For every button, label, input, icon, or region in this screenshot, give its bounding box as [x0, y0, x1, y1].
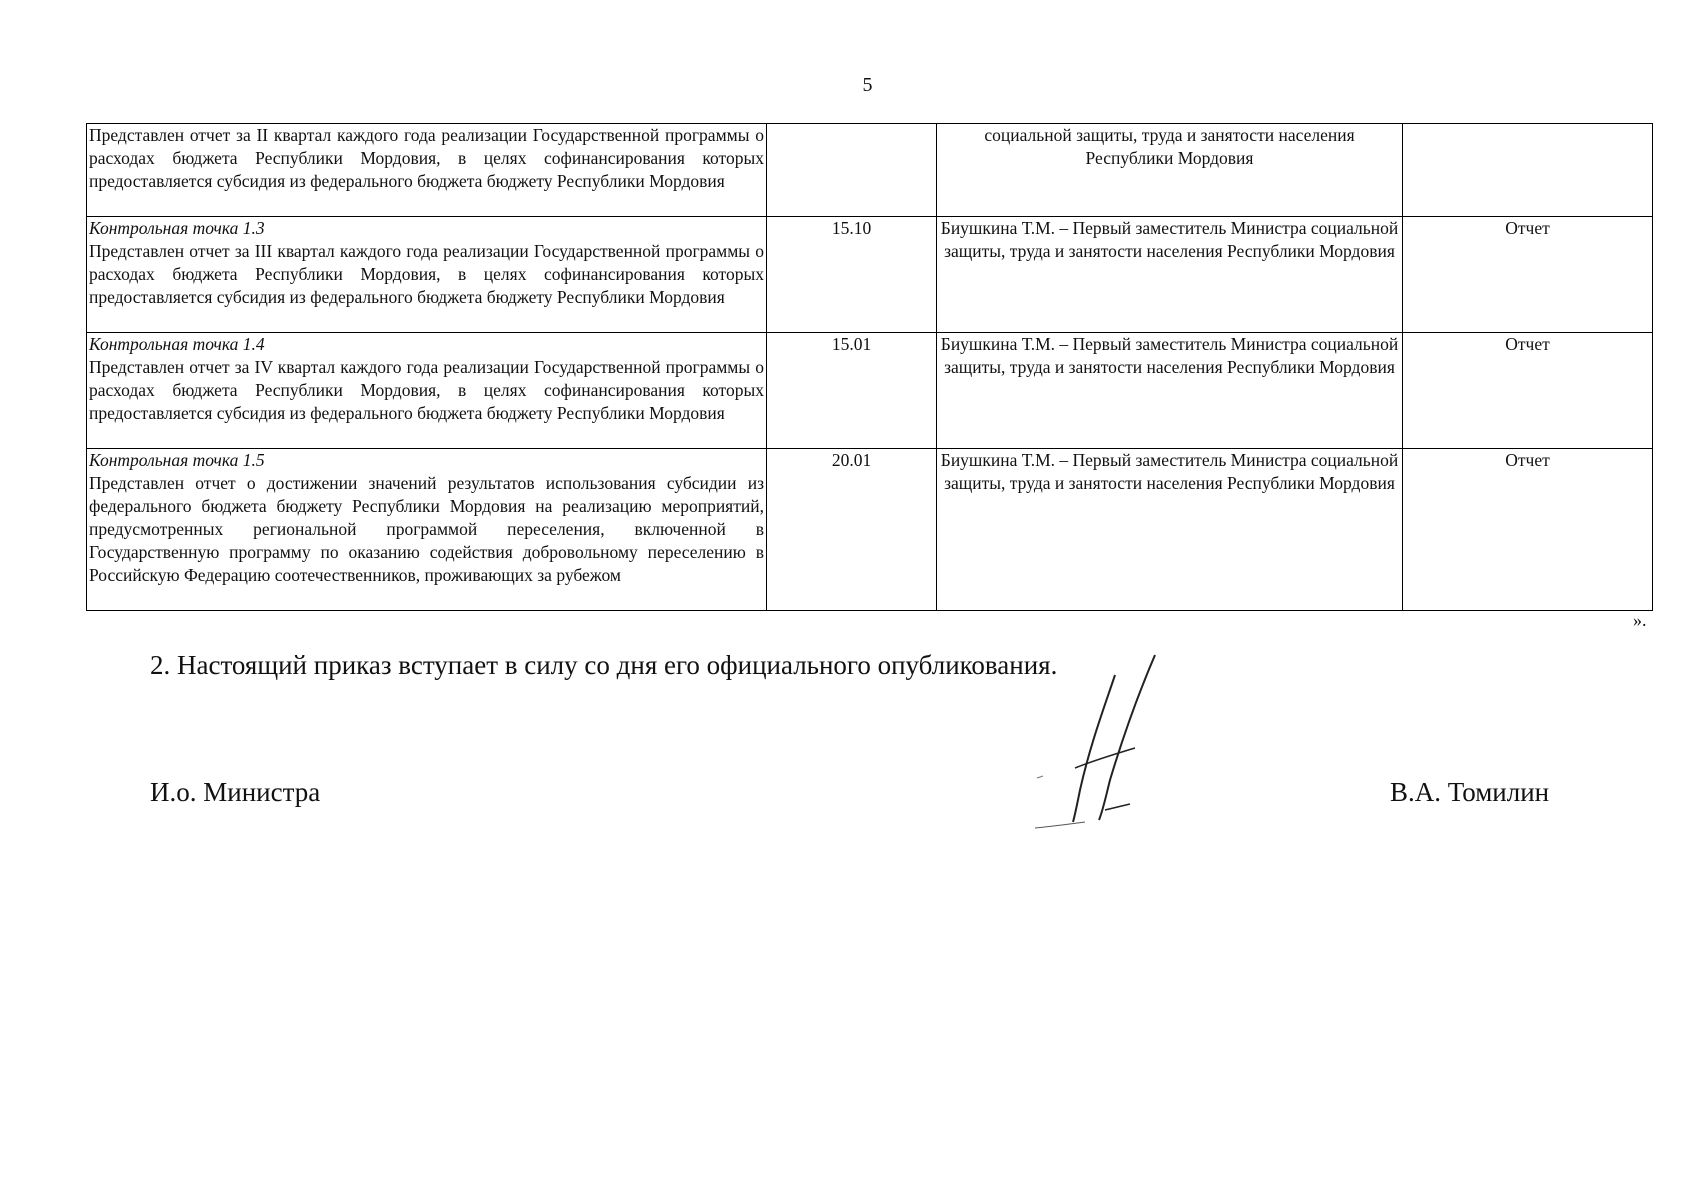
signer-title: И.о. Министра — [150, 777, 321, 807]
report-form-cell: Отчет — [1403, 333, 1653, 449]
description-text: Представлен отчет о достижении значений результатов использования субсидии из федерального бюджета бюджету Республики Мордовия на реализацию мероприятий, предусмотренных региональной программой переселения, включенной в Государственную программу по оказанию содействия добровольному переселению в Российскую Федерацию соотечественников, проживающих за рубежом — [89, 473, 764, 585]
table-row — [87, 217, 1653, 333]
date-cell: 15.10 — [767, 217, 937, 333]
responsible-cell: социальной защиты, труда и занятости населения Республики Мордовия — [937, 124, 1403, 217]
plan-table — [86, 123, 1653, 611]
clause-2: 2. Настоящий приказ вступает в силу со дня его официального опубликования. — [150, 650, 1058, 680]
description-cell — [87, 217, 767, 333]
responsible-cell: Биушкина Т.М. – Первый заместитель Министра социальной защиты, труда и занятости населения Республики Мордовия — [937, 217, 1403, 333]
report-form-cell: Отчет — [1403, 449, 1653, 611]
description-text: Представлен отчет за II квартал каждого года реализации Государственной программы о расходах бюджета Республики Мордовия, в целях софинансирования которых предоставляется субсидия из федерального бюджета бюджету Республики Мордовия — [89, 125, 764, 191]
checkpoint-label: Контрольная точка 1.4 — [89, 334, 265, 354]
date-cell: 15.01 — [767, 333, 937, 449]
closing-quote: ». — [1633, 610, 1647, 630]
responsible-cell: Биушкина Т.М. – Первый заместитель Министра социальной защиты, труда и занятости населения Республики Мордовия — [937, 333, 1403, 449]
description-cell — [87, 333, 767, 449]
table-row — [87, 333, 1653, 449]
report-form-cell — [1403, 124, 1653, 217]
page-number: 5 — [862, 74, 873, 96]
date-cell: 20.01 — [767, 449, 937, 611]
signer-name: В.А. Томилин — [1390, 777, 1550, 807]
date-cell — [767, 124, 937, 217]
table-row — [87, 449, 1653, 611]
description-text: Представлен отчет за III квартал каждого года реализации Государственной программы о расходах бюджета Республики Мордовия, в целях софинансирования которых предоставляется субсидия из федерального бюджета бюджету Республики Мордовия — [89, 241, 764, 307]
description-text: Представлен отчет за IV квартал каждого года реализации Государственной программы о расходах бюджета Республики Мордовия, в целях софинансирования которых предоставляется субсидия из федерального бюджета бюджету Республики Мордовия — [89, 357, 764, 423]
table-row — [87, 124, 1653, 217]
description-cell — [87, 124, 767, 217]
description-cell — [87, 449, 767, 611]
checkpoint-label: Контрольная точка 1.5 — [89, 450, 265, 470]
handwritten-signature — [1035, 650, 1235, 830]
checkpoint-label: Контрольная точка 1.3 — [89, 218, 265, 238]
report-form-cell: Отчет — [1403, 217, 1653, 333]
responsible-cell: Биушкина Т.М. – Первый заместитель Министра социальной защиты, труда и занятости населения Республики Мордовия — [937, 449, 1403, 611]
